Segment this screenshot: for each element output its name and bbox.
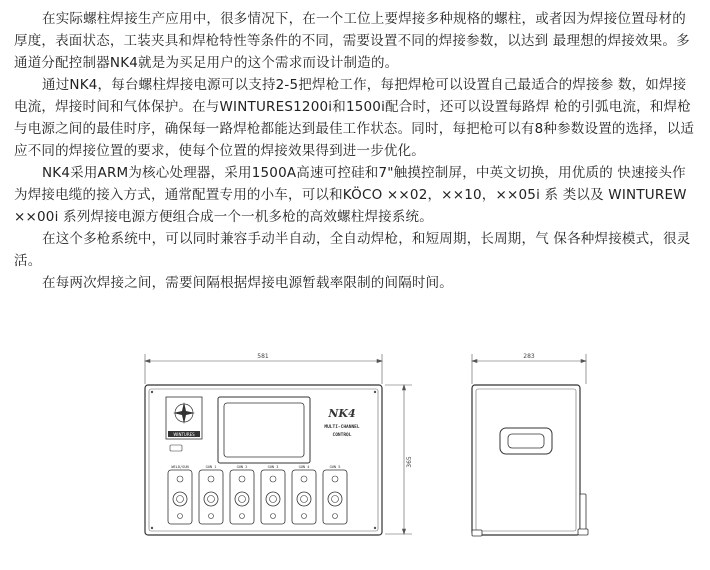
- port-label: GUN 2: [236, 465, 248, 469]
- model-subtitle-2: CONTROL: [332, 433, 352, 438]
- port-gun-4: [292, 465, 316, 524]
- model-label: NK4: [328, 407, 356, 420]
- usb-port-icon: [170, 445, 182, 451]
- height-label: 365: [406, 456, 413, 468]
- paragraph-2: 通过NK4，每台螺柱焊接电源可以支持2-5把焊枪工作，每把焊枪可以设置自己最适合的焊接参 数，如焊接电流，焊接时间和气体保护。在与WINTURES1200i和1500i配合时，还可以设置每路焊 枪的引弧电流，和焊枪与电源之间的最佳时序，确保每一路焊枪都能达到最佳工作状态。同时，每把枪可以有8种参数设置的选择，以适应不同的焊接位置的要求，使每个位置的焊接效果得到进一步优化。: [14, 77, 695, 159]
- brand-logo-text: WINTURES: [173, 431, 195, 437]
- port-gun-5: [323, 465, 347, 524]
- handle-icon: [500, 428, 552, 454]
- side-width-label: 283: [523, 353, 535, 360]
- front-width-label: 581: [257, 353, 269, 360]
- side-view: [472, 385, 588, 536]
- port-label: GUN 4: [298, 465, 310, 469]
- port-label: GUN 5: [329, 465, 341, 469]
- model-subtitle-1: MULTI-CHANNEL: [324, 425, 360, 430]
- port-gun-2: [230, 465, 254, 524]
- port-gun-1: [199, 465, 223, 524]
- paragraph-1: 在实际螺柱焊接生产应用中，很多情况下，在一个工位上要焊接多种规格的螺柱，或者因为焊接位置母材的厚度，表面状态，工装夹具和焊枪特性等条件的不同，需要设置不同的焊接参数，以达到 最理想的焊接效果。多通道分配控制器NK4就是为买足用户的这个需求而设计制造的。: [14, 11, 690, 71]
- touch-screen: [218, 397, 310, 463]
- paragraph-5: 在每两次焊接之间，需要间隔根据焊接电源暂载率限制的间隔时间。: [42, 275, 453, 291]
- drawing-svg: [0, 344, 710, 566]
- article-body: [14, 8, 698, 294]
- port-label: WELD/GUN: [171, 465, 189, 469]
- port-label: GUN 3: [267, 465, 279, 469]
- front-view: [145, 385, 382, 535]
- port-label: GUN 1: [205, 465, 217, 469]
- brand-logo: [166, 397, 202, 439]
- paragraph-3: NK4采用ARM为核心处理器，采用1500A高速可控硅和7"触摸控制屏，中英文切换，用优质的 快速接头作为焊接电缆的接入方式，通常配置专用的小车，可以和KÖCO ××02，××10，××05i 系 类以及 WINTUREW ××00i 系列焊接电源方便组合成一个一机多枪的高效螺柱焊接系统。: [14, 165, 687, 225]
- port-weld: [168, 465, 192, 524]
- paragraph-4: 在这个多枪系统中，可以同时兼容手动半自动，全自动焊枪，和短周期，长周期，气 保各种焊接模式，很灵活。: [14, 231, 691, 269]
- technical-drawing: [0, 344, 710, 566]
- port-gun-3: [261, 465, 285, 524]
